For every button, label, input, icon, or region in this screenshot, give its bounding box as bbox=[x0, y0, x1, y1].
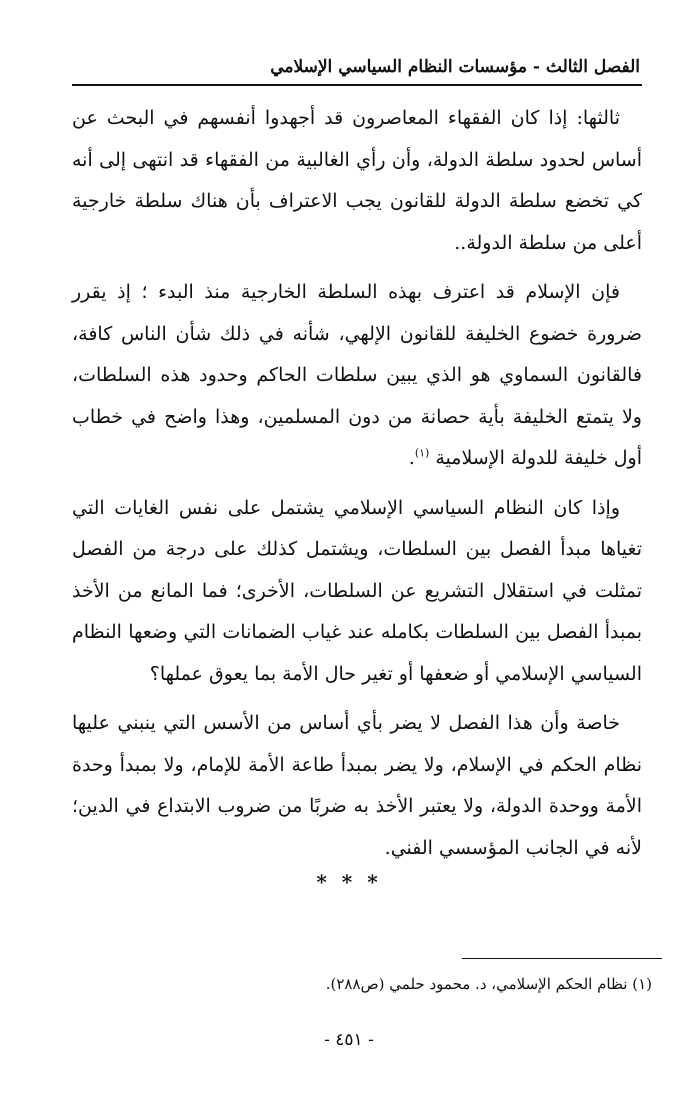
main-text bbox=[72, 98, 642, 877]
footnote-rule bbox=[462, 958, 662, 959]
section-separator: * * * bbox=[316, 870, 382, 894]
paragraph-4: خاصة وأن هذا الفصل لا يضر بأي أساس من الأسس التي ينبني عليها نظام الحكم في الإسلام، ولا يضر بمبدأ طاعة الأمة للإمام، ولا بمبدأ وحدة الأمة ووحدة الدولة، ولا يعتبر الأخذ به ضربًا من ضروب الابتداع في الدين؛ لأنه في الجانب المؤسسي الفني. bbox=[72, 712, 642, 859]
paragraph-1: ثالثها: إذا كان الفقهاء المعاصرون قد أجهدوا أنفسهم في البحث عن أساس لحدود سلطة الدولة، وأن رأي الغالبية من الفقهاء قد انتهى إلى أنه كي تخضع سلطة الدولة للقانون يجب الاعتراف بأن هناك سلطة خارجية أعلى من سلطة الدولة.. bbox=[72, 107, 642, 254]
paragraph-2-end: . bbox=[408, 447, 415, 469]
running-header: الفصل الثالث - مؤسسات النظام السياسي الإسلامي bbox=[270, 57, 640, 77]
footnote-reference: (١) bbox=[414, 446, 430, 460]
footnote: (١) نظام الحكم الإسلامي، د. محمود حلمي (ص٢٨٨). bbox=[325, 975, 652, 993]
paragraph-2 bbox=[72, 272, 642, 480]
header-rule bbox=[72, 84, 642, 86]
page-number: - ٤٥١ - bbox=[324, 1030, 374, 1050]
paragraph-2-text: فإن الإسلام قد اعترف بهذه السلطة الخارجية منذ البدء ؛ إذ يقرر ضرورة خضوع الخليفة للقانون الإلهي، شأنه في ذلك شأن الناس كافة، فالقانون السماوي هو الذي يبين سلطات الحاكم وحدود هذه السلطات، ولا يتمتع الخليفة بأية حصانة من دون المسلمين، وهذا واضح في خطاب أول خليفة للدولة الإسلامية bbox=[72, 281, 642, 469]
paragraph-3: وإذا كان النظام السياسي الإسلامي يشتمل على نفس الغايات التي تغياها مبدأ الفصل بين السلطات، ويشتمل كذلك على درجة من الفصل تمثلت في استقلال التشريع عن السلطات، الأخرى؛ فما المانع من الأخذ بمبدأ الفصل بين السلطات بكامله عند غياب الضمانات التي وضعها النظام السياسي الإسلامي أو ضعفها أو تغير حال الأمة بما يعوق عملها؟ bbox=[72, 496, 642, 685]
